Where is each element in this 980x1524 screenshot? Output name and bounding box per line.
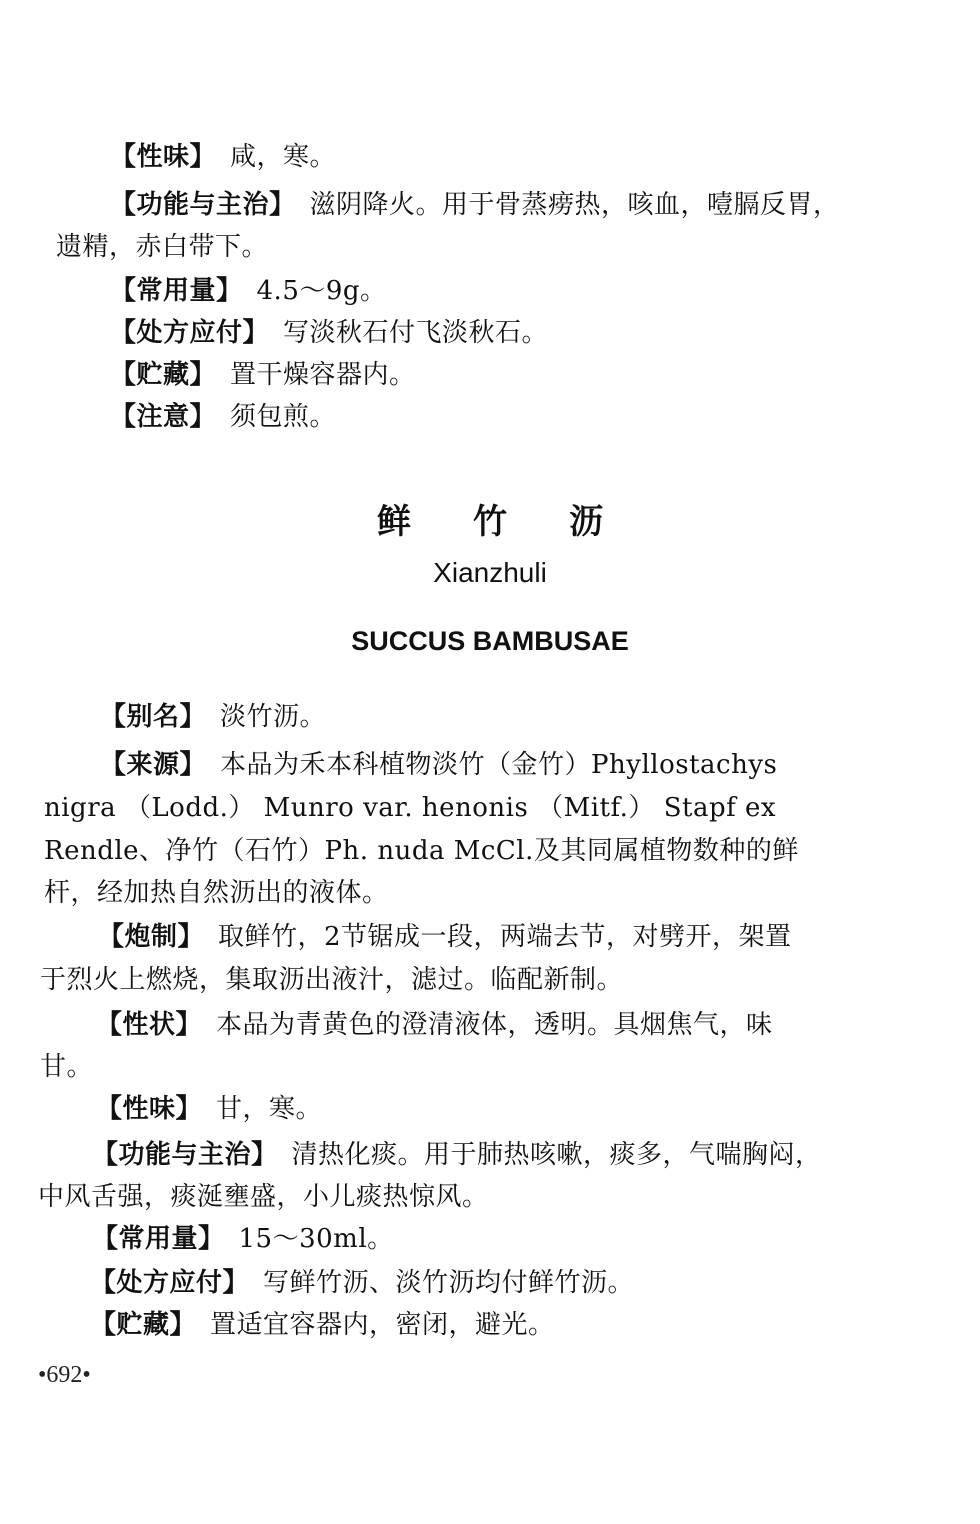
body-line-8 [96, 1012, 773, 1038]
text-laiyuan-cont-3: 杆，经加热自然沥出的液体。 [44, 878, 389, 908]
body-line-1 [100, 704, 326, 730]
prev-text-zhuyi: 须包煎。 [230, 402, 337, 432]
prev-label-zhucang: 【贮藏】 [110, 360, 217, 390]
prev-line-6 [110, 362, 416, 388]
text-paozhi-cont: 于烈火上燃烧，集取沥出液汁，滤过。临配新制。 [40, 965, 624, 995]
page-number: •692• [38, 1362, 91, 1388]
body-line-2 [100, 752, 777, 778]
text-xingzhuang: 本品为青黄色的澄清液体，透明。具烟焦气，味 [216, 1010, 773, 1040]
prev-line-1 [110, 144, 336, 170]
body-line-10 [96, 1096, 322, 1122]
prev-line-3 [56, 234, 268, 260]
label-xingwei: 【性味】 [96, 1094, 203, 1124]
body-line-6 [98, 924, 792, 950]
body-line-11 [92, 1142, 822, 1168]
body-line-15 [90, 1312, 555, 1338]
label-xingzhuang: 【性状】 [96, 1010, 203, 1040]
text-xingzhuang-cont: 甘。 [40, 1052, 94, 1082]
text-zhucang: 置适宜容器内，密闭，避光。 [210, 1310, 555, 1340]
prev-text-gongneng-cont: 遗精，赤白带下。 [56, 232, 269, 262]
prev-text-gongneng: 滋阴降火。用于骨蒸痨热，咳血，噎膈反胃， [309, 190, 840, 220]
entry-latin-name: SUCCUS BAMBUSAE [351, 626, 629, 656]
prev-text-changyongliang: 4.5～9g。 [256, 276, 387, 306]
text-laiyuan: 本品为禾本科植物淡竹（金竹）Phyllostachys [220, 750, 778, 780]
prev-line-5 [110, 320, 548, 346]
text-xingwei: 甘，寒。 [216, 1094, 323, 1124]
text-changyongliang: 15～30ml。 [238, 1224, 394, 1254]
text-gongneng: 清热化痰。用于肺热咳嗽，痰多，气喘胸闷， [291, 1140, 822, 1170]
prev-line-2 [110, 192, 840, 218]
prev-label-zhuyi: 【注意】 [110, 402, 217, 432]
label-zhucang: 【贮藏】 [90, 1310, 197, 1340]
label-gongneng: 【功能与主治】 [92, 1140, 278, 1170]
prev-label-chufang: 【处方应付】 [110, 318, 270, 348]
body-line-14 [90, 1270, 634, 1296]
prev-label-gongneng: 【功能与主治】 [110, 190, 296, 220]
text-bieming: 淡竹沥。 [220, 702, 327, 732]
body-line-5 [44, 880, 389, 906]
prev-label-xingwei: 【性味】 [110, 142, 217, 172]
entry-pinyin: Xianzhuli [433, 557, 547, 588]
prev-line-4 [110, 278, 387, 304]
body-line-7 [40, 967, 623, 993]
label-chufang: 【处方应付】 [90, 1268, 250, 1298]
body-line-3 [44, 795, 776, 821]
prev-text-chufang: 写淡秋石付飞淡秋石。 [283, 318, 549, 348]
body-line-13 [92, 1226, 394, 1252]
text-gongneng-cont: 中风舌强，痰涎壅盛，小儿痰热惊风。 [38, 1182, 489, 1212]
text-laiyuan-cont-1: nigra （Lodd.） Munro var. henonis （Mitf.） Stapf ex [44, 793, 777, 823]
prev-label-changyongliang: 【常用量】 [110, 276, 243, 306]
prev-text-xingwei: 咸，寒。 [230, 142, 337, 172]
prev-text-zhucang: 置干燥容器内。 [230, 360, 416, 390]
label-paozhi: 【炮制】 [98, 922, 205, 952]
body-line-4 [44, 838, 799, 864]
text-paozhi: 取鲜竹，2节锯成一段，两端去节，对劈开，架置 [218, 922, 792, 952]
label-laiyuan: 【来源】 [100, 750, 207, 780]
body-line-9 [40, 1054, 93, 1080]
label-changyongliang: 【常用量】 [92, 1224, 225, 1254]
text-laiyuan-cont-2: Rendle、净竹（石竹）Ph. nuda McCl.及其同属植物数种的鲜 [44, 836, 799, 866]
label-bieming: 【别名】 [100, 702, 207, 732]
entry-title: 鲜竹沥 [377, 502, 665, 542]
body-line-12 [38, 1184, 489, 1210]
text-chufang: 写鲜竹沥、淡竹沥均付鲜竹沥。 [263, 1268, 635, 1298]
prev-line-7 [110, 404, 336, 430]
